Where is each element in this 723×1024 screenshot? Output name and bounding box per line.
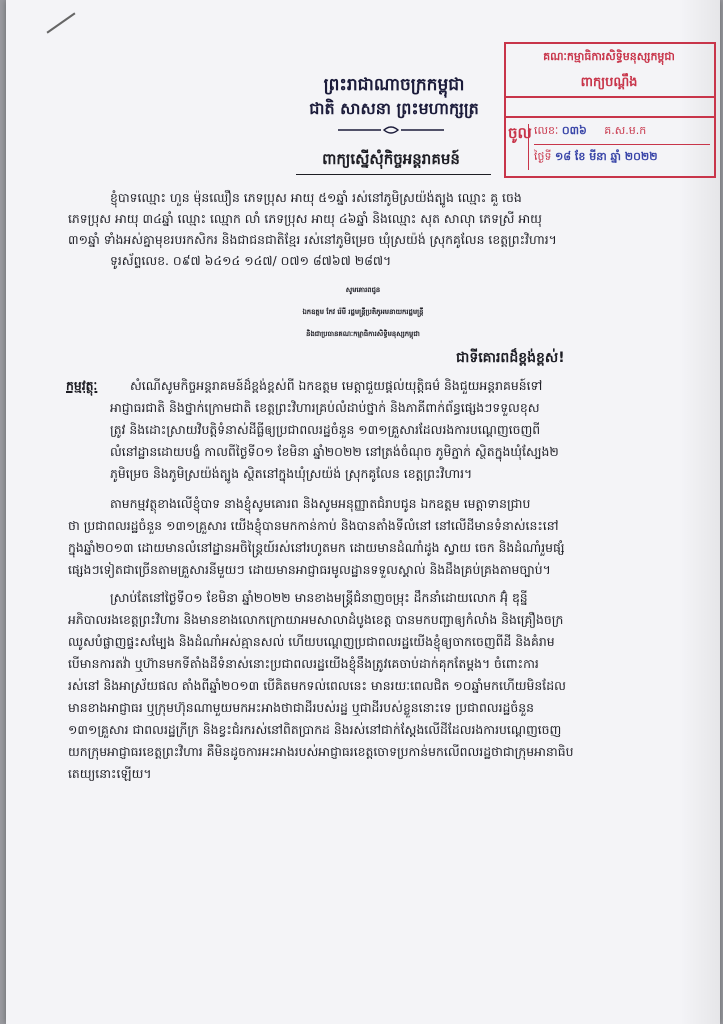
date-value: ១៨ ខែ មីនា ឆ្នាំ ២០២២ (554, 150, 658, 163)
body-line: លំនៅដ្ឋានដោយបង្ខំ កាលពីថ្ងៃទី០១ ខែមិនា ឆ្នាំ២០២២ នៅត្រង់ចំណុច ភូមិភ្នាក់ ស្ថិតក្នុងឃុំស្បែង២ (110, 444, 559, 459)
body-line: តាមកម្មវត្ថុខាងលើខ្ញុំបាទ នាងខ្ញុំសូមគោរព និងសូមអនុញ្ញាតជំរាបជូន ឯកឧត្តម មេត្តាទានជ្រាប (110, 496, 531, 511)
body-line: សំណើសូមកិច្ចអន្តរាគមន៍ដ៏ខ្ពង់ខ្ពស់ពី ឯកឧត្តម មេត្តាជួយផ្តល់យុត្តិធម៌ និងជួយអន្តរាគមន៍ទៅ (130, 378, 543, 393)
subject-label: កម្មវត្ថុៈ (66, 378, 98, 393)
document-title: ពាក្យស្នើសុំកិច្ចអន្តរាគមន៍ (322, 150, 460, 168)
pen-mark (47, 12, 76, 33)
body-line: ផ្សេងៗទៀតជាច្រើនតាមគ្រួសារនីមួយៗ ដោយមានអាជ្ញាធរមូលដ្ឋានទទួលស្គាល់ និងដឹងគ្រប់គ្រងតាមច្បាប់។ (68, 562, 551, 577)
stamp-org: គណៈកម្មាធិការសិទ្ធិមនុស្សកម្ពុជា (543, 50, 675, 63)
closing: ជាទីគោរពដ៏ខ្ពង់ខ្ពស់! (456, 350, 565, 366)
intro-line: ភេទប្រុស អាយុ ៣៤ឆ្នាំ ឈ្មោះ ឈ្មោក លាំ ភេទប្រុស អាយុ ៤៦ឆ្នាំ និងឈ្មោះ សុត សាលុា ភេទស្រី អាយុ (68, 211, 542, 226)
received-label: ចូល (508, 124, 529, 170)
stamp-dept: ពាក្យបណ្តឹង (580, 75, 638, 90)
recipient-line-1: ឯកឧត្តម កែវ រ៉េមី រដ្ឋមន្ត្រីប្រតិភូអមនាយករដ្ឋមន្ត្រី (302, 308, 424, 316)
body-line: ថា ប្រជាពលរដ្ឋចំនួន ១៣១គ្រួសារ យើងខ្ញុំបានមកកាន់កាប់ និងបានតាំងទីលំនៅ នៅលើដីមានទំនាស់នេះនៅ (68, 518, 559, 533)
stamp-number-row (534, 124, 710, 145)
document-page (6, 0, 720, 1024)
body-line: តេយ្យនោះឡើយ។ (68, 766, 152, 781)
body-line: អភិបាលរងខេត្តព្រះវិហារ និងមានខាងលោកក្រោយាអមសាលាដំបូងខេត្ត បានមកបញ្ជាឲ្យកំលាំង និងគ្រឿងចក្រ (68, 612, 564, 627)
stamp-rule (506, 96, 714, 98)
title-underline (296, 174, 491, 175)
body-line: មានខាងអាជ្ញាធរ ឬក្រុមហ៊ុនណាមួយមកអះអាងថាជាដីរបស់រដ្ឋ ឬជាដីរបស់ខ្លួននោះទេ ប្រជាពលរដ្ឋចំនួន (68, 700, 534, 715)
body-line: ភូមិម្រេច និងភូមិស្រយ៉ង់ត្បូង ស្ថិតនៅក្នុងឃុំស្រយ៉ង់ ស្រុកគូលែន ខេត្តព្រះវិហារ។ (110, 466, 473, 481)
stamp-date-row (534, 150, 710, 166)
number-label: លេខៈ (534, 124, 559, 137)
number-suffix: គ.ស.ម.ក (604, 124, 647, 137)
body-line: ឈូសបំផ្លាញផ្ទះសម្បែង និងដំណាំអស់គ្មានសល់ ហើយបណ្តេញប្រជាពលរដ្ឋយើងខ្ញុំឲ្យចាកចេញពីដី និងគំរាម (68, 634, 555, 649)
greeting: សូមគោរពជូន (345, 286, 381, 294)
body-line: រស់នៅ និងអាស្រ័យផល តាំងពីឆ្នាំ២០១៣ បើគិតមកទល់ពេលនេះ មានរយៈពេលជិត ១០ឆ្នាំមកហើយមិនដែល (68, 678, 566, 693)
body-line: បើមានការតវ៉ា ឬហ៊ានមកទីតាំងដីទំនាស់នោះប្រជាពលរដ្ឋយើងខ្ញុំនឹងត្រូវគេចាប់ដាក់គុកតែម្តង។ ចំពោះការ (68, 656, 539, 671)
motto: ជាតិ សាសនា ព្រះមហាក្សត្រ (309, 99, 479, 118)
body-line: ក្នុងឆ្នាំ២០១៣ ដោយមានលំនៅដ្ឋានអចិន្ត្រៃយ៍រស់នៅរហូតមក ដោយមានដំណាំដូង ស្វាយ ចេក និងដំណាំរួមផ្សំ (68, 540, 565, 555)
date-label: ថ្ងៃទី (534, 150, 552, 163)
received-stamp (504, 116, 716, 178)
intro-line: ខ្ញុំបាទឈ្មោះ ហួន ម៉ុនឈឿន ភេទប្រុស អាយុ ៥១ឆ្នាំ រស់នៅភូមិស្រយ៉ង់ត្បូង ឈ្មោះ គួ ចេង (110, 190, 522, 205)
kingdom-title: ព្រះរាជាណាចក្រកម្ពុជា (323, 75, 465, 95)
intro-line: ៣១ឆ្នាំ ទាំងអស់គ្នាមុខរបរកសិករ និងជាជនជាតិខ្មែរ រស់នៅភូមិម្រេច ឃុំស្រយ៉ង់ ស្រុកគូលែន ខេត្តព្រះវិហារ។ (68, 232, 557, 247)
body-line: ១៣១គ្រួសារ ជាពលរដ្ឋក្រីក្រ និងខ្វះជំរករស់នៅពិតប្រាកដ និងរស់នៅជាក់ស្តែងលើដីដែលរងការបណ្តេញចេញ (68, 722, 562, 737)
body-line: ស្រាប់តែនៅថ្ងៃទី០១ ខែមិនា ឆ្នាំ២០២២ មានខាងមន្ត្រីជំនាញចម្រុះ ដឹកនាំដោយលោក អ៊ុំ ឌុន្នី (110, 590, 528, 605)
committee-stamp (504, 42, 716, 118)
body-line: អាជ្ញាធរជាតិ និងថ្នាក់ក្រោមជាតិ ខេត្តព្រះវិហារគ្រប់លំដាប់ថ្នាក់ និងភាគីពាក់ព័ន្ធផ្សេងៗទទួលខុស (110, 400, 540, 415)
body-line: យកក្រុមអាជ្ញាធរខេត្តព្រះវិហារ គឺមិនដូចការអះអាងរបស់អាជ្ញាធរខេត្តចោទប្រកាន់មកលើពលរដ្ឋថាជាក្រុមអានាធិប (68, 744, 574, 759)
recipient-line-2: និងជាប្រធានគណៈកម្មាធិការសិទ្ធិមនុស្សកម្ពុជា (306, 330, 420, 338)
number-value: ០៣៦ (561, 124, 587, 137)
body-line: ត្រូវ និងដោះស្រាយវិបត្តិទំនាស់ដីធ្លីឲ្យប្រជាពលរដ្ឋចំនួន ១៣១គ្រួសារដែលរងការបណ្តេញចេញពី (110, 422, 541, 437)
ornament-divider (336, 125, 446, 135)
intro-line: ទូរស័ព្ទលេខ. ០៩៧ ៦៤១៤ ១៤៧/ ០៧១ ៨៧៦៧ ២៨៧។ (110, 253, 392, 268)
